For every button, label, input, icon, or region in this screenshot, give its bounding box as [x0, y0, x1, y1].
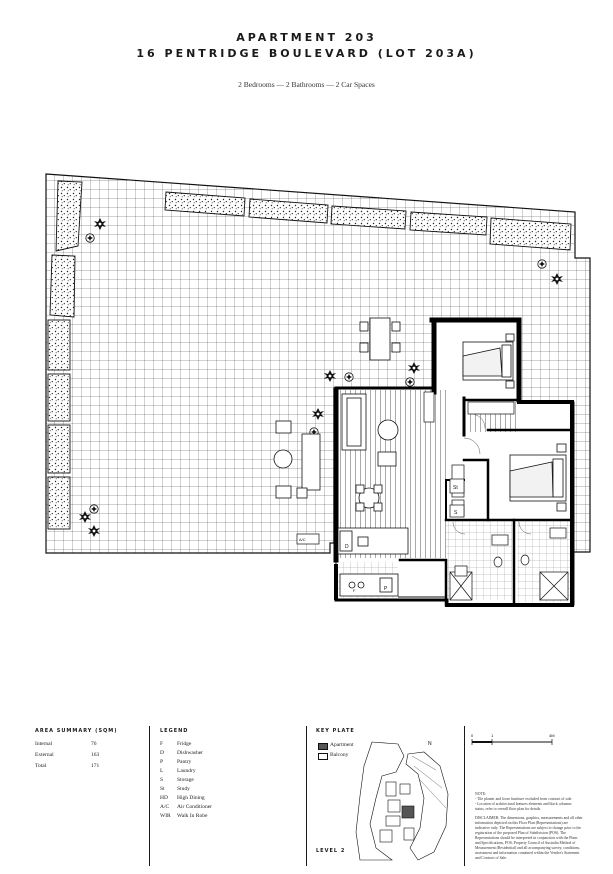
note-line: status, refer to overall floor plan for details. — [475, 807, 542, 811]
key-balcony-label: Balcony — [330, 752, 349, 758]
disclaimer-text: DISCLAIMER: The dimensions, graphics, measurements and all other information depicted on this Floor Plan (Representations) are indicative only. The Representations are subject to change prior to the registration of the proposed Plan of Subdivision (POS). The Representations should be interpreted in conjunction with the Plans and Specifications, POS, Property Council of Australia Method of Measurement (Residential) and all accompanying survey, conditions, assessment and information contained within the Vendor's Statement and Contract of Sale. — [475, 816, 583, 860]
area-external-label: External — [35, 752, 54, 758]
bedroom1-bed — [463, 334, 514, 388]
ac-label: A/C — [299, 537, 306, 542]
legend-label: Dishwasher — [177, 750, 203, 756]
divider-1 — [149, 726, 150, 866]
balcony-swatch — [318, 753, 328, 760]
dishwasher-label: D — [345, 544, 349, 550]
legend-code: WIR — [160, 813, 171, 819]
note-heading: NOTE: — [475, 792, 487, 796]
address-title: 16 PENTRIDGE BOULEVARD (LOT 203A) — [136, 47, 477, 60]
legend-label: Air Conditioner — [177, 804, 212, 810]
scale-tick-1: 1 — [491, 733, 494, 738]
legend-code: L — [160, 768, 164, 774]
legend-label: Storage — [177, 777, 194, 783]
fridge-label: F — [353, 588, 356, 593]
note-line: - Location of architectural features elements and black columns — [475, 802, 572, 806]
pantry-label: P — [384, 586, 388, 592]
scale-tick-4m: 4M — [549, 733, 555, 738]
area-summary-heading: AREA SUMMARY (SQM) — [35, 728, 118, 734]
legend-code: St — [160, 786, 165, 792]
area-total-value: 171 — [91, 763, 100, 769]
legend-code: A/C — [160, 804, 170, 810]
legend-label: Pantry — [177, 759, 192, 765]
apartment-swatch — [318, 743, 328, 750]
apartment-title: APARTMENT 203 — [236, 31, 377, 44]
legend-label: Laundry — [177, 768, 196, 774]
apartment-summary: 2 Bedrooms — 2 Bathrooms — 2 Car Spaces — [238, 80, 375, 89]
area-internal-value: 76 — [91, 741, 97, 747]
legend-code: S — [160, 777, 164, 783]
ac-unit — [297, 534, 319, 544]
legend-label: High Dining — [177, 795, 205, 801]
key-plate-level: LEVEL 2 — [316, 848, 346, 854]
storage-label: S — [454, 510, 458, 516]
study-label: St — [453, 485, 458, 491]
notes-block — [475, 792, 583, 861]
key-plate-heading: KEY PLATE — [316, 728, 355, 734]
scale-bar — [470, 730, 582, 750]
area-external-value: 163 — [91, 752, 100, 758]
divider-3 — [464, 726, 465, 866]
legend-label: Study — [177, 786, 190, 792]
legend-code: D — [160, 750, 164, 756]
legend-code: F — [160, 741, 164, 747]
area-internal-label: Internal — [35, 741, 53, 747]
key-apartment-label: Apartment — [330, 742, 354, 748]
divider-2 — [306, 726, 307, 866]
key-plate-map — [352, 736, 462, 864]
legend-label: Fridge — [177, 741, 192, 747]
north-label: N — [428, 741, 432, 747]
area-total-label: Total — [35, 763, 47, 769]
legend-label: Walk In Robe — [177, 813, 208, 819]
scale-tick-0: 0 — [471, 733, 474, 738]
legend-code: P — [160, 759, 164, 765]
note-line: - Tile planter and loose furniture excluded from contract of sale. — [475, 797, 573, 801]
legend-heading: LEGEND — [160, 728, 189, 734]
legend-code: HD — [160, 795, 168, 801]
footer — [0, 718, 613, 874]
